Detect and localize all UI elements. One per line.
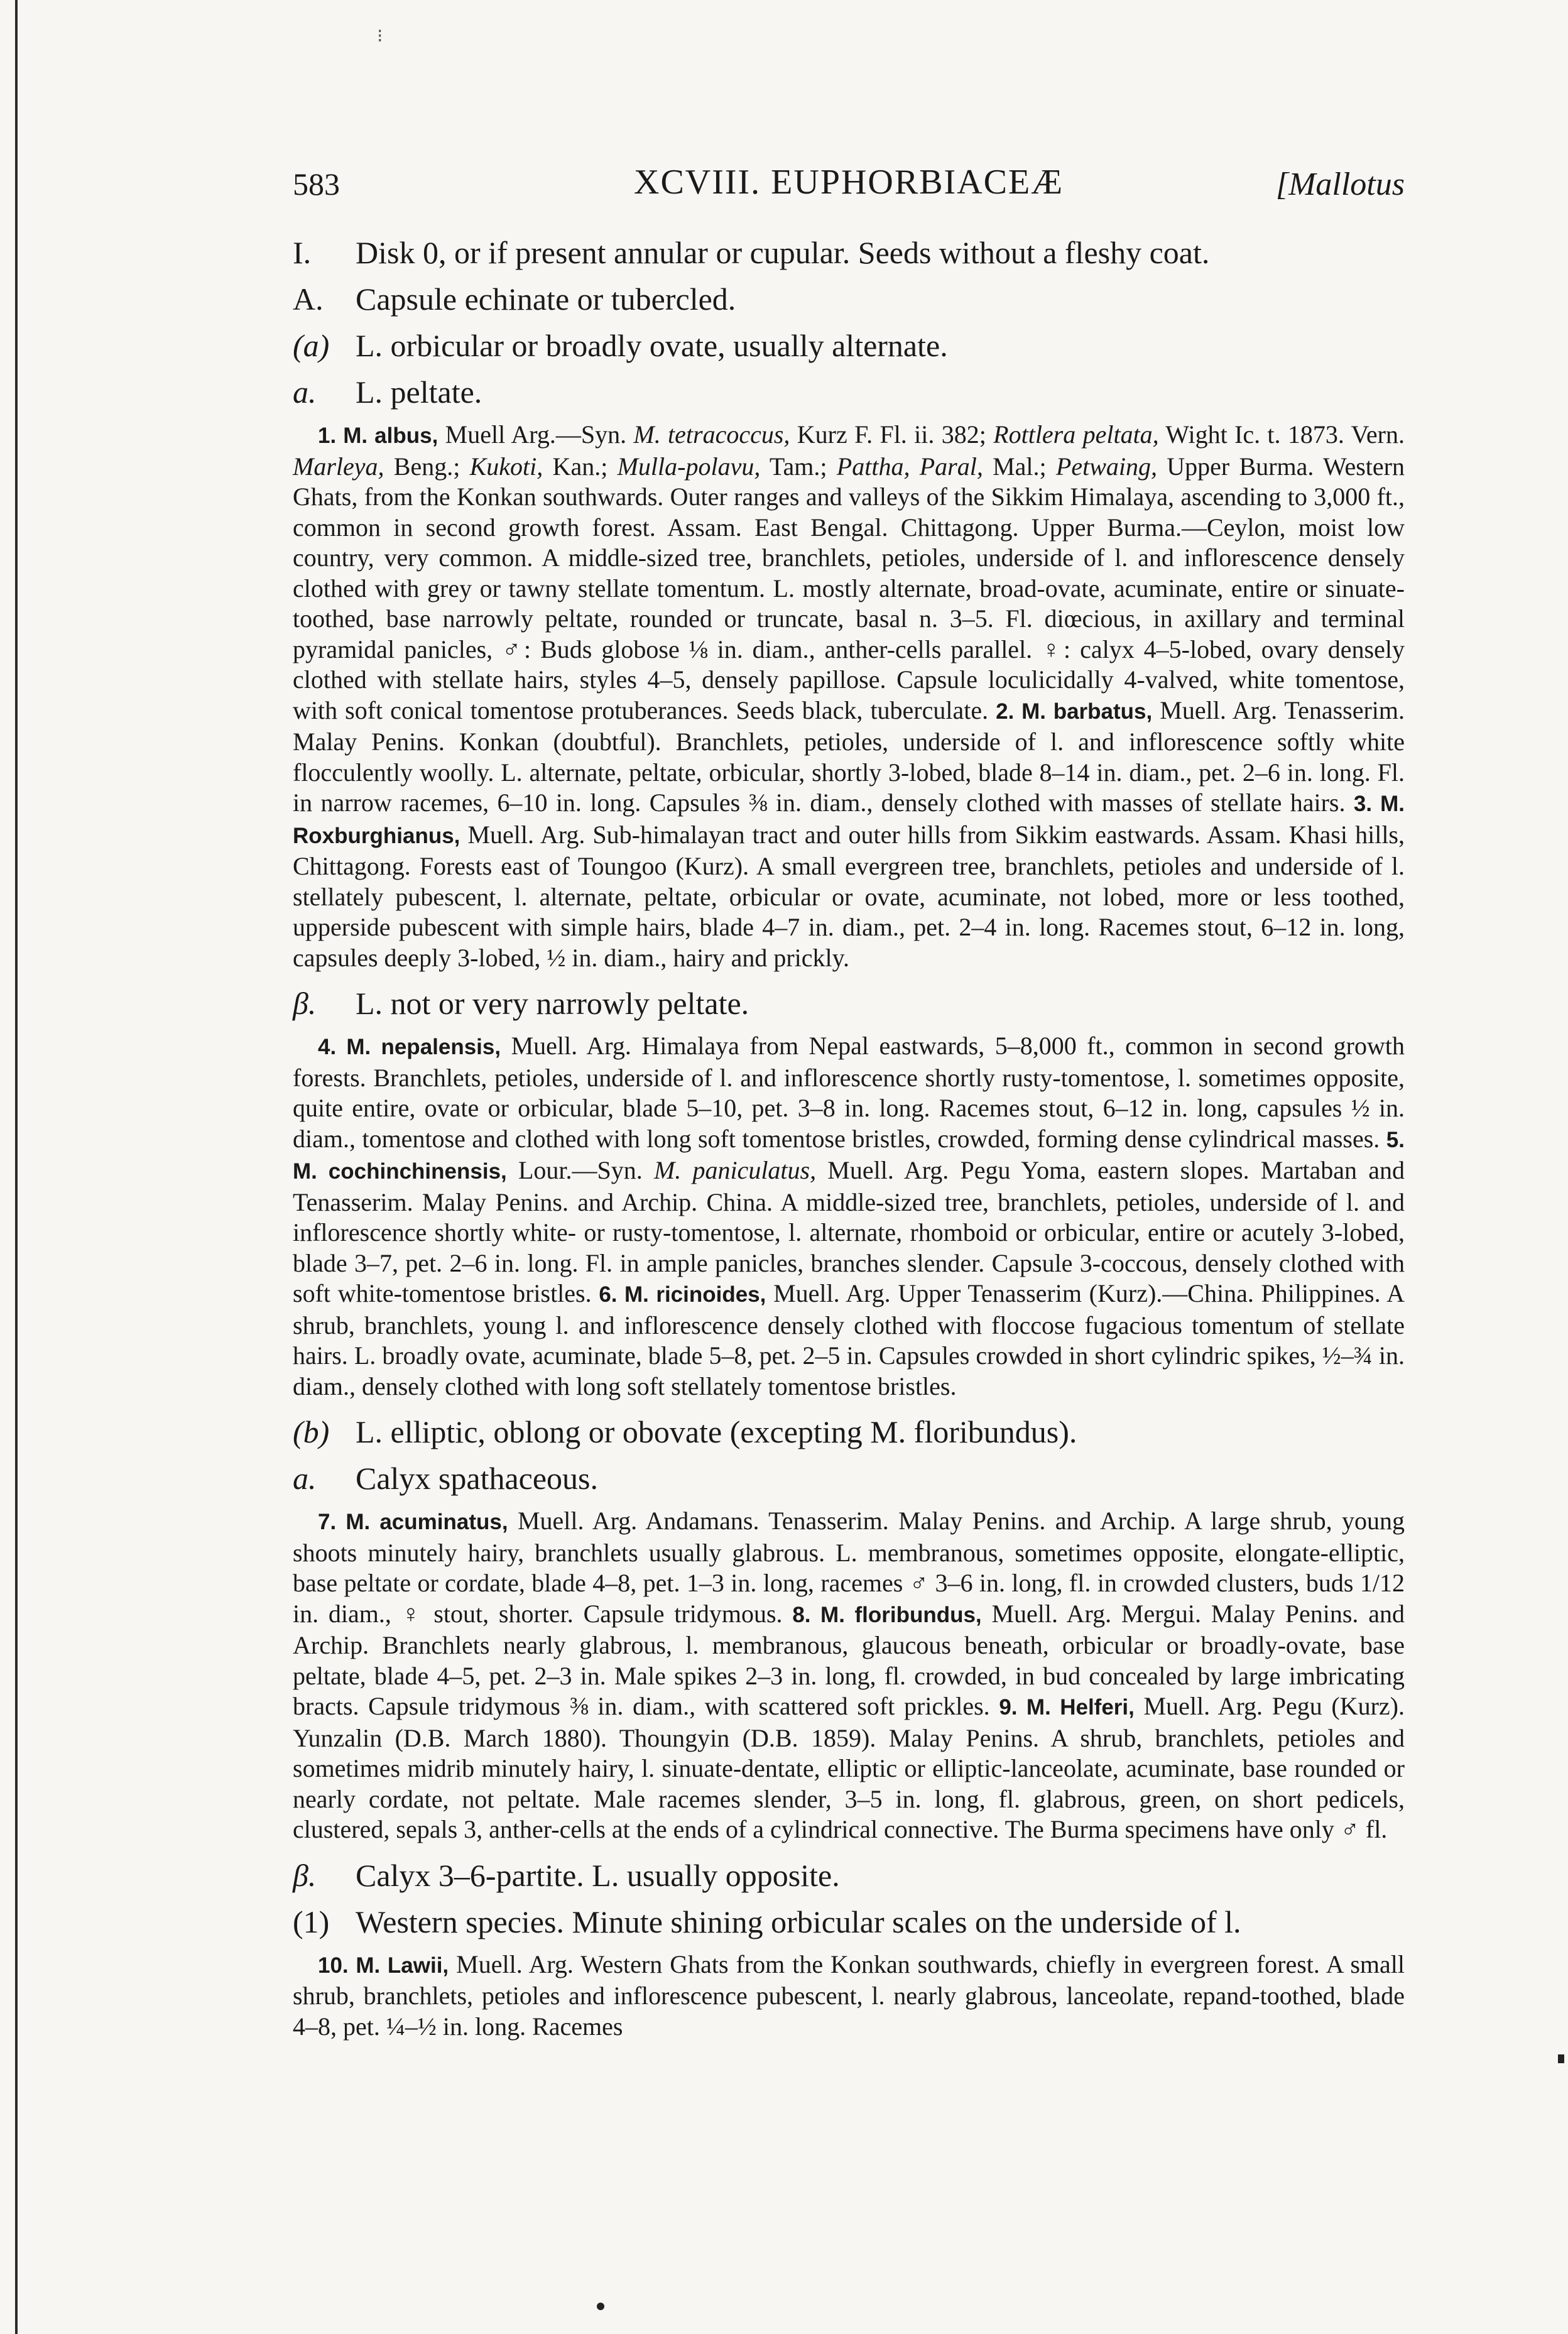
species-paragraph: 4. M. nepalensis, Muell. Arg. Himalaya from Nepal eastwards, 5–8,000 ft., common in second growth forests. Branchlets, petioles, underside of l. and inflorescence shortly rusty-tomentose, l. sometimes opposite, quite entire, ovate or orbicular, blade 5–10, pet. 3–8 in. long. Racemes stout, 6–12 in. long, capsules ½ in. diam., tomentose and clothed with long soft tomentose bristles, crowded, forming dense cylindrical masses. 5. M. cochinchinensis, Lour.—Syn. M. paniculatus, Muell. Arg. Pegu Yoma, eastern slopes. Martaban and Tenasserim. Malay Penins. and Archip. China. A middle-sized tree, branchlets, petioles, underside of l. and inflorescence shortly white- or rusty-tomentose, l. alternate, rhomboid or orbicular, entire or acutely 3-lobed, blade 3–7, pet. 2–6 in. long. Fl. in ample panicles, branches slender. Capsule 3-coccous, densely clothed with soft white-tomentose bristles. 6. M. ricinoides, Muell. Arg. Upper Tenasserim (Kurz).—China. Philippines. A shrub, branchlets, young l. and inflorescence densely clothed with floccose fugacious tomentum of stellate hairs. L. broadly ovate, acuminate, blade 5–8, pet. 2–5 in. Capsules crowded in short cylindric spikes, ½–¾ in. diam., densely clothed with long soft stellately tomentose bristles. (293, 1032, 1405, 1400)
page-number: 583 (293, 166, 340, 202)
key-line: a. L. peltate. (293, 374, 482, 410)
key-line: (a) L. orbicular or broadly ovate, usually alternate. (293, 328, 948, 363)
key-line: β. L. not or very narrowly peltate. (293, 986, 749, 1021)
binding-edge-line (15, 0, 18, 2334)
key-line: a. Calyx spathaceous. (293, 1461, 599, 1496)
key-line: β. Calyx 3–6-partite. L. usually opposite. (293, 1857, 840, 1893)
edge-mark (1558, 2054, 1564, 2063)
page-body (293, 234, 1405, 2053)
footer-dot (597, 2303, 604, 2310)
margin-mark: ⁝ (377, 26, 383, 46)
running-title: XCVIII. EUPHORBIACEÆ (634, 163, 1064, 202)
running-genus: [Mallotus (1275, 166, 1405, 202)
species-paragraph: 10. M. Lawii, Muell. Arg. Western Ghats from the Konkan southwards, chiefly in evergreen forest. A small shrub, branchlets, petioles and inflorescence pubescent, l. nearly glabrous, lanceolate, repand-toothed, blade 4–8, pet. ¼–½ in. long. Racemes (293, 1950, 1405, 2041)
key-line: (b) L. elliptic, oblong or obovate (excepting M. floribundus). (293, 1414, 1077, 1449)
running-header (293, 162, 1405, 212)
key-line: A. Capsule echinate or tubercled. (293, 281, 736, 317)
key-line: (1) Western species. Minute shining orbicular scales on the underside of l. (293, 1904, 1241, 1939)
key-line: I. Disk 0, or if present annular or cupular. Seeds without a fleshy coat. (293, 235, 1210, 270)
species-paragraph: 1. M. albus, Muell Arg.—Syn. M. tetracoccus, Kurz F. Fl. ii. 382; Rottlera peltata, Wight Ic. t. 1873. Vern. Marleya, Beng.; Kukoti, Kan.; Mulla-polavu, Tam.; Pattha, Paral, Mal.; Petwaing, Upper Burma. Western Ghats, from the Konkan southwards. Outer ranges and valleys of the Sikkim Himalaya, ascending to 3,000 ft., common in second growth forest. Assam. East Bengal. Chittagong. Upper Burma.—Ceylon, moist low country, very common. A middle-sized tree, branchlets, petioles, underside of l. and inflorescence densely clothed with grey or tawny stellate tomentum. L. mostly alternate, broad-ovate, acuminate, entire or sinuate-toothed, base narrowly peltate, rounded or truncate, basal n. 3–5. Fl. diœcious, in axillary and terminal pyramidal panicles, ♂: Buds globose ⅛ in. diam., anther-cells parallel. ♀: calyx 4–5-lobed, ovary densely clothed with stellate hairs, styles 4–5, densely papillose. Capsule loculicidally 4-valved, white tomentose, with soft conical tomentose protuberances. Seeds black, tuberculate. 2. M. barbatus, Muell. Arg. Tenasserim. Malay Penins. Konkan (doubtful). Branchlets, petioles, underside of l. and inflorescence softly white flocculently woolly. L. alternate, peltate, orbicular, shortly 3-lobed, blade 8–14 in. diam., pet. 2–6 in. long. Fl. in narrow racemes, 6–10 in. long. Capsules ⅜ in. diam., densely clothed with masses of stellate hairs. 3. M. Roxburghianus, Muell. Arg. Sub-himalayan tract and outer hills from Sikkim eastwards. Assam. Khasi hills, Chittagong. Forests east of Toungoo (Kurz). A small evergreen tree, branchlets, petioles and underside of l. stellately pubescent, l. alternate, peltate, orbicular or ovate, acuminate, not lobed, more or less toothed, upperside pubescent with simple hairs, blade 4–7 in. diam., pet. 2–4 in. long. Racemes stout, 6–12 in. long, capsules deeply 3-lobed, ½ in. diam., hairy and prickly. (293, 420, 1405, 972)
species-paragraph: 7. M. acuminatus, Muell. Arg. Andamans. Tenasserim. Malay Penins. and Archip. A large shrub, young shoots minutely hairy, branchlets usually glabrous. L. membranous, sometimes opposite, elongate-elliptic, base peltate or cordate, blade 4–8, pet. 1–3 in. long, racemes ♂ 3–6 in. long, fl. in crowded clusters, buds 1/12 in. diam., ♀ stout, shorter. Capsule tridymous. 8. M. floribundus, Muell. Arg. Mergui. Malay Penins. and Archip. Branchlets nearly glabrous, l. membranous, glaucous beneath, orbicular or broadly-ovate, base peltate, blade 4–5, pet. 2–3 in. Male spikes 2–3 in. long, fl. crowded, in bud concealed by large imbricating bracts. Capsule tridymous ⅜ in. diam., with scattered soft prickles. 9. M. Helferi, Muell. Arg. Pegu (Kurz). Yunzalin (D.B. March 1880). Thoungyin (D.B. 1859). Malay Penins. A shrub, branchlets, petioles and sometimes midrib minutely hairy, l. sinuate-dentate, elliptic or elliptic-lanceolate, acuminate, base rounded or nearly cordate, not peltate. Male racemes slender, 3–5 in. long, fl. glabrous, green, on short pedicels, clustered, sepals 3, anther-cells at the ends of a cylindrical connective. The Burma specimens have only ♂ fl. (293, 1507, 1405, 1843)
